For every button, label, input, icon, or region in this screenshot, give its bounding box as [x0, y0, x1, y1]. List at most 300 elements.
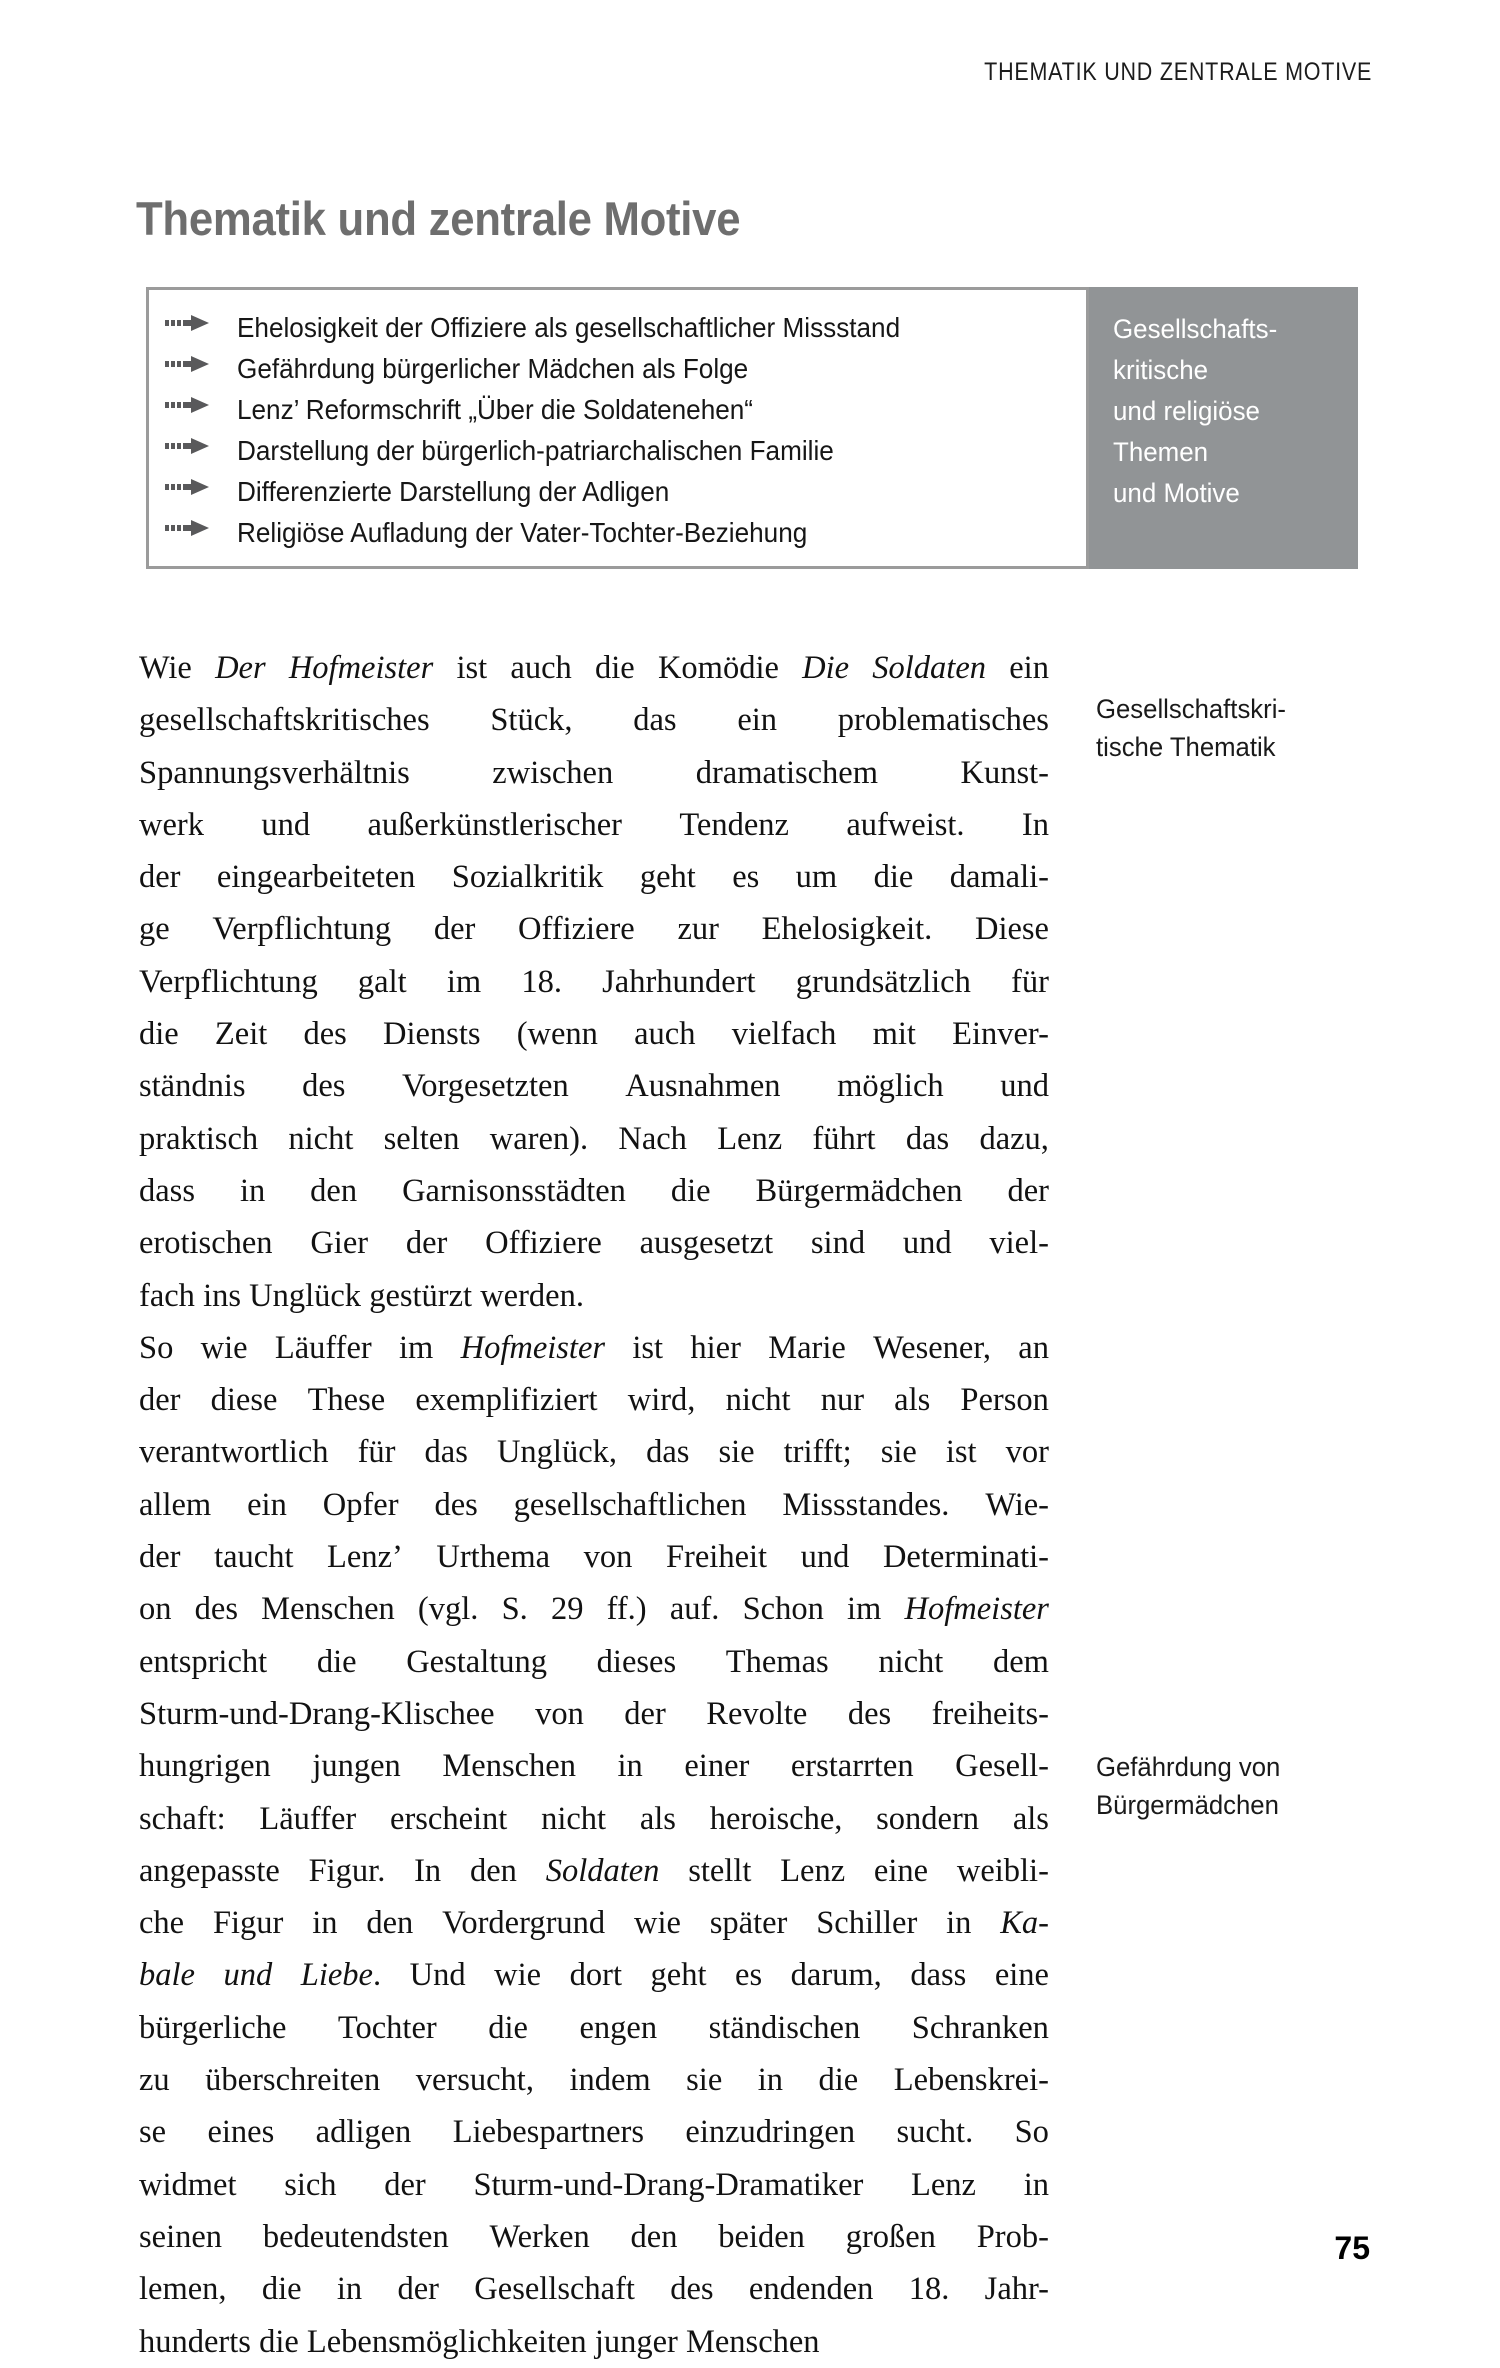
- text-run: taucht: [214, 1539, 294, 1576]
- text-run: These: [307, 1382, 386, 1419]
- text-run: freiheits-: [931, 1695, 1049, 1732]
- text-run: es: [735, 1957, 763, 1994]
- text-run: seinen: [139, 2218, 223, 2255]
- text-run: aufweist.: [846, 806, 965, 843]
- text-run: den: [310, 1172, 358, 1209]
- text-run: von: [583, 1539, 633, 1576]
- text-line: [139, 2106, 1049, 2158]
- text-run: hunderts: [139, 2323, 260, 2360]
- paragraph: [139, 1322, 1049, 2368]
- text-run: Nach: [618, 1120, 687, 1157]
- text-run: dieses: [596, 1643, 677, 1680]
- text-run: werk: [139, 806, 204, 843]
- text-run: als: [639, 1800, 676, 1837]
- text-run: Läuffer: [259, 1800, 357, 1837]
- text-run: Unglück,: [496, 1434, 617, 1471]
- text-run: selten: [383, 1120, 460, 1157]
- text-line: [139, 2316, 1049, 2368]
- text-run: an: [1018, 1329, 1049, 1366]
- text-run: Die: [802, 650, 850, 686]
- summary-tag-line: und Motive: [1113, 478, 1240, 508]
- text-run: und: [902, 1225, 952, 1262]
- text-run: ist: [456, 650, 488, 686]
- margin-note-line: tische Thematik: [1096, 732, 1276, 762]
- text-run: Spannungsverhältnis: [139, 754, 410, 791]
- text-line: [139, 1688, 1049, 1740]
- text-run: das: [424, 1434, 468, 1471]
- text-line: [139, 1426, 1049, 1478]
- text-run: exemplifiziert: [415, 1382, 598, 1419]
- text-run: ausgesetzt: [639, 1225, 774, 1262]
- text-run: Kunst-: [960, 754, 1049, 791]
- text-run: ein: [247, 1486, 287, 1523]
- text-run: Gestaltung: [406, 1643, 548, 1680]
- text-run: 18.: [908, 2271, 950, 2308]
- text-run: in: [312, 1905, 338, 1942]
- text-run: fach: [139, 1277, 204, 1314]
- text-run: Person: [960, 1382, 1049, 1419]
- text-run: und: [800, 1539, 850, 1576]
- text-run: den: [366, 1905, 414, 1942]
- text-run: den: [630, 2218, 678, 2255]
- text-run: beiden: [718, 2218, 805, 2255]
- text-line: [139, 1740, 1049, 1792]
- summary-tag-line: Themen: [1113, 437, 1209, 467]
- text-line: [139, 1322, 1049, 1374]
- list-item: [149, 353, 1086, 394]
- text-run: darum,: [790, 1957, 882, 1994]
- text-run: ständnis: [139, 1068, 246, 1105]
- text-run: sucht.: [896, 2114, 974, 2151]
- text-line: [139, 1060, 1049, 1112]
- text-run: der: [433, 911, 476, 948]
- text-run: Schon: [742, 1591, 824, 1628]
- margin-note-gesellschaftskritische-thematik: [1096, 690, 1396, 766]
- text-run: 18.: [521, 963, 562, 1000]
- text-run: lemen,: [139, 2271, 227, 2308]
- text-line: [139, 2263, 1049, 2315]
- text-run: heroische,: [709, 1800, 843, 1837]
- summary-box: [146, 287, 1358, 569]
- text-line: [139, 1217, 1049, 1269]
- text-run: sich: [284, 2166, 337, 2203]
- text-run: gesellschaftskritisches: [139, 702, 430, 739]
- text-run: diese: [210, 1382, 278, 1419]
- text-run: ein: [1009, 650, 1049, 686]
- text-run: des: [194, 1591, 238, 1628]
- text-run: das: [905, 1120, 950, 1157]
- text-run: Sturm-und-Drang-Dramatiker: [473, 2166, 864, 2203]
- text-run: vielfach: [731, 1016, 837, 1053]
- text-run: damali-: [949, 859, 1049, 896]
- text-line: [139, 2159, 1049, 2211]
- text-run: im: [446, 963, 482, 1000]
- text-run: im: [399, 1329, 434, 1366]
- text-run: Lenz’: [327, 1539, 403, 1576]
- text-run: dass: [139, 1172, 195, 1209]
- text-run: außerkünstlerischer: [367, 806, 622, 843]
- text-run: überschreiten: [205, 2062, 381, 2099]
- list-item-label: Darstellung der bürgerlich-patriarchalischen Familie: [237, 435, 834, 466]
- text-run: ist: [945, 1434, 977, 1471]
- text-run: Offiziere: [485, 1225, 602, 1262]
- text-line: [139, 851, 1049, 903]
- text-run: verantwortlich: [139, 1434, 329, 1471]
- text-run: Wie-: [985, 1486, 1049, 1523]
- text-run: der: [405, 1225, 448, 1262]
- text-run: Liebespartners: [452, 2114, 645, 2151]
- list-item-label: Religiöse Aufladung der Vater-Tochter-Beziehung: [237, 517, 808, 548]
- text-run: Lebenskrei-: [893, 2062, 1049, 2099]
- text-run: großen: [845, 2218, 936, 2255]
- text-run: führt: [812, 1120, 876, 1157]
- text-run: Revolte: [706, 1695, 808, 1732]
- text-run: auf.: [669, 1591, 720, 1628]
- text-run: Werken: [489, 2218, 590, 2255]
- text-run: Soldaten: [872, 650, 987, 686]
- text-run: ein: [737, 702, 778, 739]
- text-run: allem: [139, 1486, 212, 1523]
- text-line: [139, 1008, 1049, 1060]
- list-item-label: Ehelosigkeit der Offiziere als gesellschaftlicher Missstand: [237, 312, 901, 343]
- text-run: dazu,: [979, 1120, 1049, 1157]
- text-line: [139, 1270, 1049, 1322]
- summary-bullet-list: [146, 287, 1089, 569]
- text-run: Figur.: [308, 1852, 386, 1889]
- list-item: [149, 312, 1086, 353]
- page-number: 75: [1334, 2230, 1370, 2266]
- text-run: on: [139, 1591, 172, 1628]
- text-run: Verpflichtung: [139, 963, 318, 1000]
- text-run: galt: [357, 963, 407, 1000]
- text-run: che: [139, 1905, 185, 1942]
- text-run: (wenn: [516, 1016, 598, 1053]
- text-run: Menschen: [442, 1748, 576, 1785]
- margin-note-line: Bürgermädchen: [1096, 1790, 1279, 1820]
- text-line: [139, 799, 1049, 851]
- page-title: Thematik und zentrale Motive: [136, 192, 741, 246]
- text-run: erscheint: [390, 1800, 508, 1837]
- text-run: und: [261, 806, 311, 843]
- text-run: im: [847, 1591, 882, 1628]
- text-run: der: [1007, 1172, 1049, 1209]
- text-run: Ka-: [1000, 1905, 1049, 1942]
- text-run: hier: [690, 1329, 741, 1366]
- text-line: [139, 1479, 1049, 1531]
- running-header: THEMATIK UND ZENTRALE MOTIVE: [984, 58, 1372, 86]
- text-run: die: [818, 2062, 859, 2099]
- text-run: das: [633, 702, 677, 739]
- summary-tag-line: und religiöse: [1113, 396, 1260, 426]
- text-run: sie: [686, 2062, 723, 2099]
- summary-tag-line: kritische: [1113, 355, 1209, 385]
- text-run: Missstandes.: [782, 1486, 950, 1523]
- text-run: gesellschaftlichen: [513, 1486, 747, 1523]
- text-run: viel-: [989, 1225, 1049, 1262]
- text-run: 29: [550, 1591, 584, 1628]
- text-run: zwischen: [492, 754, 614, 791]
- dashed-arrow-right-icon: [165, 437, 237, 457]
- text-run: Läuffer: [274, 1329, 372, 1366]
- text-line: [139, 956, 1049, 1008]
- text-run: Marie: [768, 1329, 846, 1366]
- text-run: das: [646, 1434, 690, 1471]
- text-run: der: [139, 1539, 181, 1576]
- text-run: der: [139, 859, 181, 896]
- text-run: die: [261, 2271, 302, 2308]
- text-run: der: [384, 2166, 426, 2203]
- text-run: Garnisonsstädten: [402, 1172, 626, 1209]
- text-line: [139, 1583, 1049, 1635]
- text-line: [139, 1374, 1049, 1426]
- text-run: in: [336, 2271, 363, 2308]
- list-item: [149, 517, 1086, 558]
- text-run: erstarrten: [790, 1748, 914, 1785]
- text-run: auch: [634, 1016, 696, 1053]
- text-run: ge: [139, 911, 170, 948]
- text-run: geht: [639, 859, 696, 896]
- text-line: [139, 2002, 1049, 2054]
- text-run: die: [259, 2323, 307, 2360]
- text-run: Schiller: [816, 1905, 918, 1942]
- text-run: weibli-: [956, 1852, 1049, 1889]
- text-run: problematisches: [837, 702, 1049, 739]
- text-run: Soldaten: [545, 1852, 660, 1889]
- text-run: es: [732, 859, 760, 896]
- text-run: angepasste: [139, 1852, 280, 1889]
- text-run: sie: [880, 1434, 917, 1471]
- text-run: der: [139, 1382, 181, 1419]
- paragraph: [139, 642, 1049, 1322]
- text-run: jungen: [312, 1748, 401, 1785]
- text-run: Verpflichtung: [212, 911, 392, 948]
- text-run: als: [894, 1382, 931, 1419]
- text-run: geht: [650, 1957, 707, 1994]
- text-run: grundsätzlich: [795, 963, 971, 1000]
- text-run: adligen: [315, 2114, 412, 2151]
- text-run: Wie: [139, 650, 192, 686]
- text-run: in: [757, 2062, 784, 2099]
- text-run: Vorgesetzten: [402, 1068, 569, 1105]
- text-run: eine: [994, 1957, 1049, 1994]
- text-run: nicht: [541, 1800, 607, 1837]
- text-run: des: [670, 2271, 714, 2308]
- text-run: für: [357, 1434, 396, 1471]
- text-run: in: [239, 1172, 266, 1209]
- text-run: bürgerliche: [139, 2009, 287, 2046]
- text-run: bale: [139, 1957, 195, 1994]
- text-run: stellt: [688, 1852, 752, 1889]
- text-line: [139, 1897, 1049, 1949]
- text-run: Schranken: [911, 2009, 1049, 2046]
- text-line: [139, 1113, 1049, 1165]
- margin-note-line: Gefährdung von: [1096, 1752, 1281, 1782]
- text-run: vor: [1005, 1434, 1049, 1471]
- text-run: Prob-: [976, 2218, 1049, 2255]
- text-run: sondern: [876, 1800, 980, 1837]
- text-run: waren).: [489, 1120, 589, 1157]
- text-run: einzudringen: [685, 2114, 856, 2151]
- text-run: dort: [569, 1957, 622, 1994]
- text-run: Stück,: [490, 702, 573, 739]
- list-item: [149, 394, 1086, 435]
- text-run: zur: [677, 911, 719, 948]
- text-run: werden.: [480, 1277, 584, 1314]
- text-line: [139, 903, 1049, 955]
- text-line: [139, 2054, 1049, 2106]
- text-run: Und: [409, 1957, 466, 1994]
- summary-tag-panel: [1089, 287, 1358, 569]
- text-run: se: [139, 2114, 167, 2151]
- text-run: Opfer: [322, 1486, 399, 1523]
- text-run: Lenz: [911, 2166, 976, 2203]
- margin-note-line: Gesellschaftskri-: [1096, 694, 1286, 724]
- text-run: Jahrhundert: [602, 963, 756, 1000]
- text-run: dem: [992, 1643, 1049, 1680]
- text-run: später: [709, 1905, 788, 1942]
- text-run: (vgl.: [417, 1591, 479, 1628]
- text-run: wie: [634, 1905, 681, 1942]
- summary-tag-line: Gesellschafts-: [1113, 314, 1278, 344]
- text-run: Sozialkritik: [451, 859, 604, 896]
- dashed-arrow-right-icon: [165, 478, 237, 498]
- text-run: die: [595, 650, 635, 686]
- text-run: Jahr-: [984, 2271, 1049, 2308]
- text-run: von: [535, 1695, 584, 1732]
- text-run: mit: [872, 1016, 916, 1053]
- dashed-arrow-right-icon: [165, 355, 237, 375]
- text-run: Diese: [974, 911, 1049, 948]
- text-run: Urthema: [436, 1539, 551, 1576]
- text-run: S.: [501, 1591, 528, 1628]
- text-run: nicht: [725, 1382, 791, 1419]
- text-run: indem: [569, 2062, 651, 2099]
- text-line: [139, 1165, 1049, 1217]
- list-item-label: Lenz’ Reformschrift „Über die Soldatenehen“: [237, 394, 753, 425]
- text-run: Menschen: [685, 2323, 820, 2360]
- text-run: ständischen: [708, 2009, 861, 2046]
- text-run: die: [670, 1172, 711, 1209]
- text-run: So: [139, 1329, 174, 1366]
- text-run: als: [1012, 1800, 1049, 1837]
- dashed-arrow-right-icon: [165, 396, 237, 416]
- text-run: zu: [139, 2062, 170, 2099]
- list-item: [149, 435, 1086, 476]
- text-run: die: [873, 859, 914, 896]
- text-run: junger: [594, 2323, 686, 2360]
- list-item-label: Gefährdung bürgerlicher Mädchen als Folge: [237, 353, 749, 384]
- text-run: In: [414, 1852, 442, 1889]
- text-run: widmet: [139, 2166, 237, 2203]
- text-run: engen: [579, 2009, 658, 2046]
- text-run: Lenz: [780, 1852, 846, 1889]
- text-run: Ehelosigkeit.: [761, 911, 933, 948]
- text-run: um: [795, 859, 838, 896]
- text-run: Menschen: [261, 1591, 395, 1628]
- list-item-label: Differenzierte Darstellung der Adligen: [237, 476, 670, 507]
- text-run: nicht: [288, 1120, 354, 1157]
- text-run: hungrigen: [139, 1748, 271, 1785]
- text-run: Vordergrund: [442, 1905, 606, 1942]
- text-run: wie: [494, 1957, 542, 1994]
- text-run: in: [617, 1748, 643, 1785]
- text-run: die: [139, 1016, 179, 1053]
- text-run: Gier: [310, 1225, 369, 1262]
- text-run: In: [1021, 806, 1049, 843]
- text-run: Lenz: [717, 1120, 783, 1157]
- text-run: und: [223, 1957, 273, 1994]
- text-run: des: [303, 1016, 347, 1053]
- text-line: [139, 1531, 1049, 1583]
- dashed-arrow-right-icon: [165, 314, 237, 334]
- text-run: des: [847, 1695, 892, 1732]
- text-run: Freiheit: [665, 1539, 768, 1576]
- text-run: Themas: [725, 1643, 829, 1680]
- text-run: sie: [718, 1434, 755, 1471]
- text-run: Lebensmöglichkeiten: [306, 2323, 595, 2360]
- text-run: eingearbeiteten: [216, 859, 416, 896]
- text-run: in: [1023, 2166, 1049, 2203]
- text-run: schaft:: [139, 1800, 226, 1837]
- body-text-column: [139, 642, 1049, 2368]
- text-run: des: [434, 1486, 478, 1523]
- text-run: dass: [910, 1957, 967, 1994]
- text-run: trifft;: [783, 1434, 852, 1471]
- text-run: einer: [684, 1748, 750, 1785]
- text-run: in: [946, 1905, 972, 1942]
- text-run: eine: [873, 1852, 929, 1889]
- text-run: wie: [200, 1329, 248, 1366]
- text-run: auch: [510, 650, 572, 686]
- text-run: Tochter: [337, 2009, 437, 2046]
- text-run: Gesellschaft: [474, 2271, 635, 2308]
- text-run: Hofmeister: [288, 650, 434, 686]
- text-run: gestürzt: [369, 1277, 481, 1314]
- text-run: bedeutendsten: [262, 2218, 449, 2255]
- text-run: der: [397, 2271, 439, 2308]
- text-run: ff.): [606, 1591, 647, 1628]
- text-run: Sturm-und-Drang-Klischee: [139, 1695, 495, 1732]
- text-run: Ausnahmen: [625, 1068, 781, 1105]
- text-run: erotischen: [139, 1225, 273, 1262]
- text-run: die: [488, 2009, 528, 2046]
- text-run: Unglück: [249, 1277, 370, 1314]
- text-run: für: [1011, 963, 1049, 1000]
- text-run: versucht,: [415, 2062, 534, 2099]
- margin-note-gefaehrdung-von-buergermaedchen: [1096, 1748, 1396, 1824]
- text-run: des: [302, 1068, 346, 1105]
- text-run: Hofmeister: [904, 1591, 1049, 1628]
- text-run: Bürgermädchen: [755, 1172, 963, 1209]
- text-run: wird,: [627, 1382, 696, 1419]
- text-run: Wesener,: [873, 1329, 991, 1366]
- text-run: Der: [215, 650, 266, 686]
- text-run: Liebe.: [300, 1957, 382, 1994]
- text-line: [139, 694, 1049, 746]
- text-run: der: [624, 1695, 666, 1732]
- text-run: die: [316, 1643, 357, 1680]
- text-line: [139, 747, 1049, 799]
- text-run: Tendenz: [679, 806, 789, 843]
- dashed-arrow-right-icon: [165, 519, 237, 539]
- text-run: nicht: [878, 1643, 944, 1680]
- text-run: praktisch: [139, 1120, 259, 1157]
- text-run: Einver-: [952, 1016, 1049, 1053]
- text-run: und: [1000, 1068, 1049, 1105]
- text-run: Komödie: [657, 650, 779, 686]
- text-run: So: [1014, 2114, 1049, 2151]
- text-run: möglich: [837, 1068, 944, 1105]
